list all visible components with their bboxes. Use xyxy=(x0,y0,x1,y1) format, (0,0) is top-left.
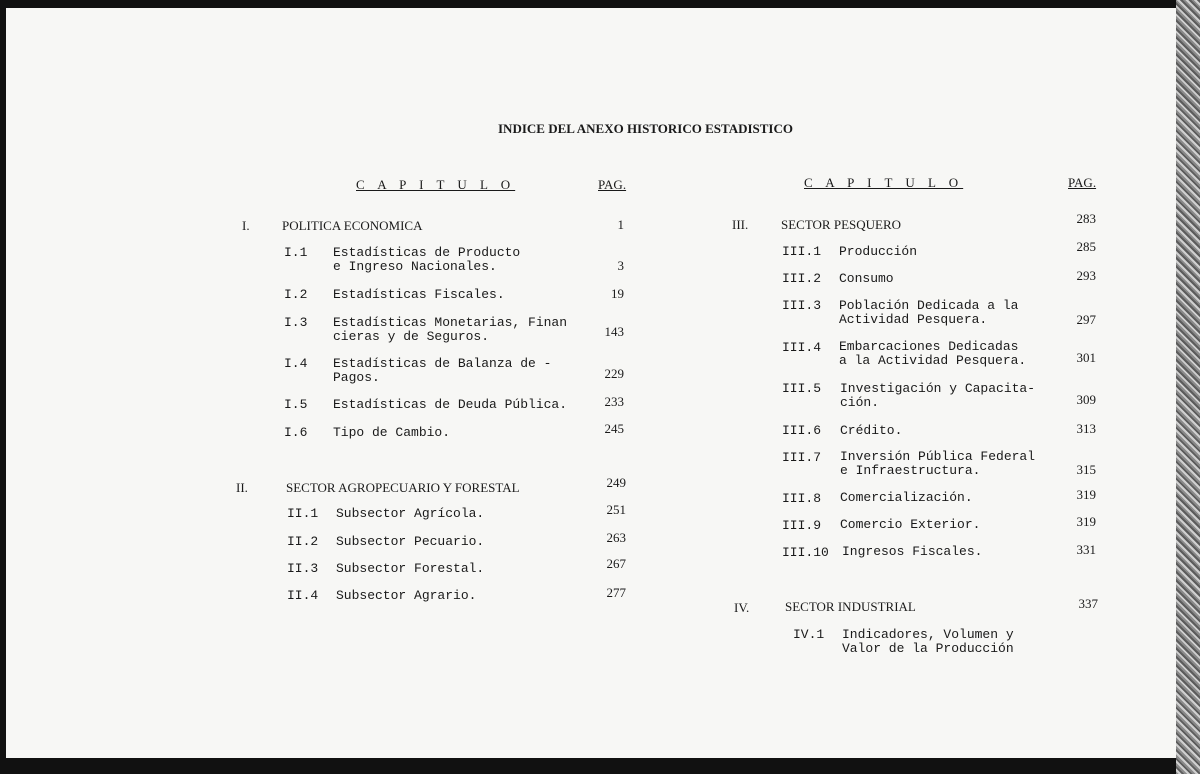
entry-title: Investigación y Capacita- xyxy=(840,381,1036,396)
scan-edge xyxy=(1176,0,1200,774)
entry-page: 315 xyxy=(1076,462,1096,477)
entry-number: II.3 xyxy=(287,561,319,576)
entry-number: II.1 xyxy=(287,506,319,521)
entry-title: Embarcaciones Dedicadas xyxy=(839,339,1019,354)
entry-title: Indicadores, Volumen y xyxy=(842,627,1014,642)
entry-title: Producción xyxy=(839,244,918,259)
entry-title: Subsector Agrario. xyxy=(336,588,477,603)
entry-title: Subsector Agrícola. xyxy=(336,506,485,521)
entry-title-cont: e Infraestructura. xyxy=(840,463,981,478)
entry-title: Comercio Exterior. xyxy=(840,517,981,532)
entry-number: I.3 xyxy=(284,315,308,330)
entry-title: Estadísticas de Deuda Pública. xyxy=(333,397,568,412)
entry-page: 297 xyxy=(1076,312,1096,327)
entry-number: III.4 xyxy=(782,340,822,355)
entry-title: Estadísticas Monetarias, Finan xyxy=(333,315,568,330)
entry-number: I.6 xyxy=(284,425,308,440)
entry-number: I.4 xyxy=(284,356,308,371)
entry-number: III.1 xyxy=(782,244,822,259)
section-title: POLITICA ECONOMICA xyxy=(282,218,423,233)
entry-page: 285 xyxy=(1076,239,1096,254)
entry-page: 263 xyxy=(606,530,626,545)
document-page xyxy=(6,8,1176,758)
section-number: IV. xyxy=(734,600,750,615)
entry-title-cont: Valor de la Producción xyxy=(842,641,1014,656)
entry-number: III.3 xyxy=(782,298,822,313)
entry-title: Subsector Pecuario. xyxy=(336,534,485,549)
entry-page: 277 xyxy=(606,585,626,600)
entry-number: III.6 xyxy=(782,423,822,438)
section-number: I. xyxy=(242,218,250,233)
entry-page: 3 xyxy=(617,258,624,273)
right-pag-header: PAG. xyxy=(1068,175,1097,190)
entry-number: III.2 xyxy=(782,271,822,286)
section-title: SECTOR PESQUERO xyxy=(781,217,902,232)
entry-number: IV.1 xyxy=(793,627,825,642)
document-title: INDICE DEL ANEXO HISTORICO ESTADISTICO xyxy=(498,121,793,136)
entry-title-cont: ción. xyxy=(840,395,880,410)
entry-number: III.5 xyxy=(782,381,822,396)
entry-page: 331 xyxy=(1076,542,1096,557)
section-page: 283 xyxy=(1076,211,1096,226)
entry-title: Inversión Pública Federal xyxy=(840,449,1036,464)
entry-number: II.2 xyxy=(287,534,319,549)
entry-title-cont: a la Actividad Pesquera. xyxy=(839,353,1027,368)
entry-number: I.5 xyxy=(284,397,308,412)
entry-title: Subsector Forestal. xyxy=(336,561,485,576)
entry-title-cont: Actividad Pesquera. xyxy=(839,312,988,327)
entry-title: Consumo xyxy=(839,271,894,286)
section-page: 337 xyxy=(1078,596,1098,611)
entry-page: 229 xyxy=(604,366,624,381)
entry-page: 267 xyxy=(606,556,626,571)
entry-number: III.10 xyxy=(782,545,829,560)
entry-page: 245 xyxy=(604,421,624,436)
entry-page: 309 xyxy=(1076,392,1096,407)
left-capitulo-header: C A P I T U L O xyxy=(356,177,516,192)
entry-title-cont: cieras y de Seguros. xyxy=(333,329,490,344)
section-number: III. xyxy=(732,217,749,232)
section-title: SECTOR INDUSTRIAL xyxy=(785,599,916,614)
entry-page: 233 xyxy=(604,394,624,409)
entry-page: 313 xyxy=(1076,421,1096,436)
left-pag-header: PAG. xyxy=(598,177,627,192)
entry-title-cont: Pagos. xyxy=(333,370,380,385)
entry-title: Estadísticas de Balanza de - xyxy=(333,356,552,371)
section-title: SECTOR AGROPECUARIO Y FORESTAL xyxy=(286,480,520,495)
entry-number: III.9 xyxy=(782,518,822,533)
right-capitulo-header: C A P I T U L O xyxy=(804,175,964,190)
entry-title: Población Dedicada a la xyxy=(839,298,1019,313)
entry-title-cont: e Ingreso Nacionales. xyxy=(333,259,497,274)
entry-page: 319 xyxy=(1076,487,1096,502)
section-number: II. xyxy=(236,480,248,495)
entry-number: I.2 xyxy=(284,287,308,302)
entry-page: 143 xyxy=(604,324,624,339)
entry-page: 251 xyxy=(606,502,626,517)
entry-page: 301 xyxy=(1076,350,1096,365)
entry-title: Estadísticas de Producto xyxy=(333,245,521,260)
entry-title: Comercialización. xyxy=(840,490,973,505)
entry-number: II.4 xyxy=(287,588,319,603)
entry-page: 293 xyxy=(1076,268,1096,283)
entry-page: 319 xyxy=(1076,514,1096,529)
section-page: 249 xyxy=(606,475,626,490)
entry-title: Tipo de Cambio. xyxy=(333,425,451,440)
entry-title: Crédito. xyxy=(840,423,903,438)
entry-title: Ingresos Fiscales. xyxy=(842,544,983,559)
entry-page: 19 xyxy=(611,286,624,301)
entry-number: III.8 xyxy=(782,491,822,506)
entry-number: I.1 xyxy=(284,245,308,260)
entry-number: III.7 xyxy=(782,450,822,465)
section-page: 1 xyxy=(617,217,624,232)
entry-title: Estadísticas Fiscales. xyxy=(333,287,505,302)
